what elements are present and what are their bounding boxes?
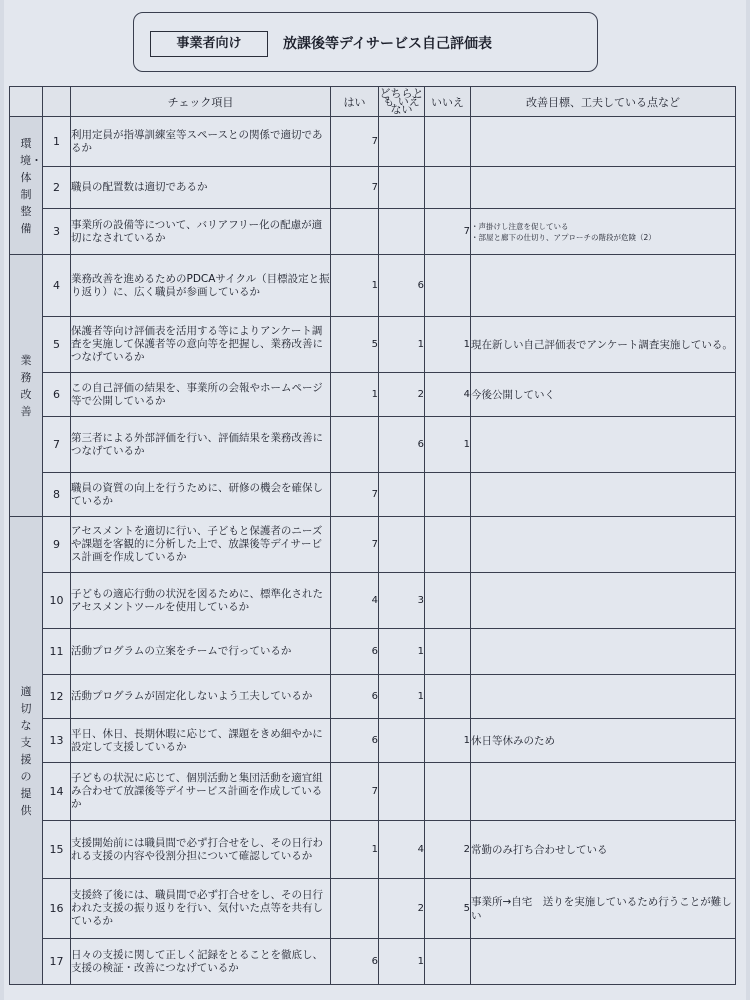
table-row — [10, 209, 736, 255]
table-row — [10, 821, 736, 879]
neutral-count: 2 — [379, 879, 425, 939]
yes-count: 1 — [331, 255, 379, 317]
neutral-count: 1 — [379, 675, 425, 719]
row-number: 16 — [43, 879, 71, 939]
row-number: 4 — [43, 255, 71, 317]
improvement-note: 休日等休みのため — [471, 719, 736, 763]
check-item-text: 保護者等向け評価表を活用する等によりアンケート調査を実施して保護者等の意向等を把握し、業務改善につなげているか — [71, 317, 331, 373]
yes-count: 1 — [331, 821, 379, 879]
check-item-text: 事業所の設備等について、バリアフリー化の配慮が適切になされているか — [71, 209, 331, 255]
yes-count — [331, 209, 379, 255]
yes-count: 5 — [331, 317, 379, 373]
check-item-text: 活動プログラムの立案をチームで行っているか — [71, 629, 331, 675]
yes-count: 6 — [331, 719, 379, 763]
check-item-text: 子どもの適応行動の状況を図るために、標準化されたアセスメントツールを使用しているか — [71, 573, 331, 629]
improvement-note — [471, 573, 736, 629]
category-support: 適切な支援の提供 — [10, 517, 43, 985]
check-item-text: 支援開始前には職員間で必ず打合せをし、その日行われる支援の内容や役割分担について確認しているか — [71, 821, 331, 879]
neutral-count — [379, 719, 425, 763]
table-row — [10, 417, 736, 473]
yes-count: 6 — [331, 939, 379, 985]
yes-count: 6 — [331, 675, 379, 719]
table-row — [10, 317, 736, 373]
page-title: 放課後等デイサービス自己評価表 — [283, 36, 493, 52]
header-notes: 改善目標、工夫している点など — [471, 87, 736, 117]
no-count: 1 — [425, 417, 471, 473]
no-count — [425, 517, 471, 573]
category-env: 環境・体制整備 — [10, 117, 43, 255]
table-row — [10, 573, 736, 629]
check-item-text: 職員の資質の向上を行うために、研修の機会を確保しているか — [71, 473, 331, 517]
table-row — [10, 255, 736, 317]
improvement-note — [471, 417, 736, 473]
row-number: 13 — [43, 719, 71, 763]
no-count — [425, 255, 471, 317]
improvement-note: 今後公開していく — [471, 373, 736, 417]
improvement-note: ・声掛けし注意を促している ・部屋と廊下の仕切り、アプローチの階段が危険（2） — [471, 209, 736, 255]
neutral-count — [379, 473, 425, 517]
row-number: 3 — [43, 209, 71, 255]
improvement-note — [471, 473, 736, 517]
table-row — [10, 675, 736, 719]
self-evaluation-table — [9, 86, 736, 985]
neutral-count — [379, 209, 425, 255]
improvement-note — [471, 629, 736, 675]
check-item-text: この自己評価の結果を、事業所の会報やホームページ等で公開しているか — [71, 373, 331, 417]
check-item-text: 活動プログラムが固定化しないよう工夫しているか — [71, 675, 331, 719]
row-number: 8 — [43, 473, 71, 517]
yes-count: 7 — [331, 117, 379, 167]
row-number: 14 — [43, 763, 71, 821]
improvement-note — [471, 517, 736, 573]
check-item-text: 子どもの状況に応じて、個別活動と集団活動を適宜組み合わせて放課後等デイサービス計画を作成しているか — [71, 763, 331, 821]
row-number: 11 — [43, 629, 71, 675]
row-number: 12 — [43, 675, 71, 719]
yes-count: 6 — [331, 629, 379, 675]
no-count — [425, 167, 471, 209]
no-count — [425, 473, 471, 517]
table-row — [10, 117, 736, 167]
table-row — [10, 719, 736, 763]
row-number: 15 — [43, 821, 71, 879]
no-count: 1 — [425, 317, 471, 373]
neutral-count: 1 — [379, 939, 425, 985]
check-item-text: 日々の支援に関して正しく記録をとることを徹底し、支援の検証・改善につなげているか — [71, 939, 331, 985]
neutral-count — [379, 117, 425, 167]
table-row — [10, 473, 736, 517]
no-count — [425, 629, 471, 675]
header-yes: はい — [331, 87, 379, 117]
header-no: いいえ — [425, 87, 471, 117]
table-row — [10, 517, 736, 573]
no-count — [425, 117, 471, 167]
neutral-count: 4 — [379, 821, 425, 879]
check-item-text: 平日、休日、長期休暇に応じて、課題をきめ細やかに設定して支援しているか — [71, 719, 331, 763]
header-number-cell — [43, 87, 71, 117]
table-row — [10, 167, 736, 209]
check-item-text: 職員の配置数は適切であるか — [71, 167, 331, 209]
yes-count: 1 — [331, 373, 379, 417]
neutral-count: 2 — [379, 373, 425, 417]
neutral-count: 1 — [379, 629, 425, 675]
yes-count — [331, 417, 379, 473]
row-number: 10 — [43, 573, 71, 629]
row-number: 2 — [43, 167, 71, 209]
table-row — [10, 879, 736, 939]
header-neutral: どちらとも いえない — [379, 86, 424, 116]
check-item-text: アセスメントを適切に行い、子どもと保護者のニーズや課題を客観的に分析した上で、放課後等デイサービス計画を作成しているか — [71, 517, 331, 573]
improvement-note — [471, 763, 736, 821]
check-item-text: 利用定員が指導訓練室等スペースとの関係で適切であるか — [71, 117, 331, 167]
neutral-count: 3 — [379, 573, 425, 629]
improvement-note: 常勤のみ打ち合わせしている — [471, 821, 736, 879]
table-header-row — [10, 87, 736, 117]
row-number: 9 — [43, 517, 71, 573]
no-count: 5 — [425, 879, 471, 939]
row-number: 5 — [43, 317, 71, 373]
improvement-note: 事業所→自宅 送りを実施しているため行うことが難しい — [471, 879, 736, 939]
improvement-note: 現在新しい自己評価表でアンケート調査実施している。 — [471, 317, 736, 373]
no-count — [425, 763, 471, 821]
row-number: 1 — [43, 117, 71, 167]
no-count: 4 — [425, 373, 471, 417]
yes-count: 7 — [331, 167, 379, 209]
check-item-text: 第三者による外部評価を行い、評価結果を業務改善につなげているか — [71, 417, 331, 473]
yes-count: 7 — [331, 763, 379, 821]
no-count — [425, 573, 471, 629]
row-number: 17 — [43, 939, 71, 985]
improvement-note — [471, 117, 736, 167]
improvement-note — [471, 255, 736, 317]
no-count — [425, 675, 471, 719]
yes-count — [331, 879, 379, 939]
yes-count: 7 — [331, 517, 379, 573]
improvement-note — [471, 939, 736, 985]
improvement-note — [471, 675, 736, 719]
no-count — [425, 939, 471, 985]
neutral-count: 1 — [379, 317, 425, 373]
table-row — [10, 939, 736, 985]
no-count: 2 — [425, 821, 471, 879]
table-row — [10, 373, 736, 417]
category-improve: 業務改善 — [10, 255, 43, 517]
neutral-count — [379, 167, 425, 209]
header-check-item: チェック項目 — [71, 87, 331, 117]
table-row — [10, 629, 736, 675]
yes-count: 7 — [331, 473, 379, 517]
check-item-text: 支援終了後には、職員間で必ず打合せをし、その日行われた支援の振り返りを行い、気付いた点等を共有しているか — [71, 879, 331, 939]
header-category-cell — [10, 87, 43, 117]
table-row — [10, 763, 736, 821]
audience-tag: 事業者向け — [150, 31, 268, 57]
no-count: 1 — [425, 719, 471, 763]
neutral-count — [379, 517, 425, 573]
neutral-count — [379, 763, 425, 821]
neutral-count: 6 — [379, 417, 425, 473]
neutral-count: 6 — [379, 255, 425, 317]
check-item-text: 業務改善を進めるためのPDCAサイクル（目標設定と振り返り）に、広く職員が参画しているか — [71, 255, 331, 317]
row-number: 7 — [43, 417, 71, 473]
improvement-note — [471, 167, 736, 209]
no-count: 7 — [425, 209, 471, 255]
yes-count: 4 — [331, 573, 379, 629]
row-number: 6 — [43, 373, 71, 417]
